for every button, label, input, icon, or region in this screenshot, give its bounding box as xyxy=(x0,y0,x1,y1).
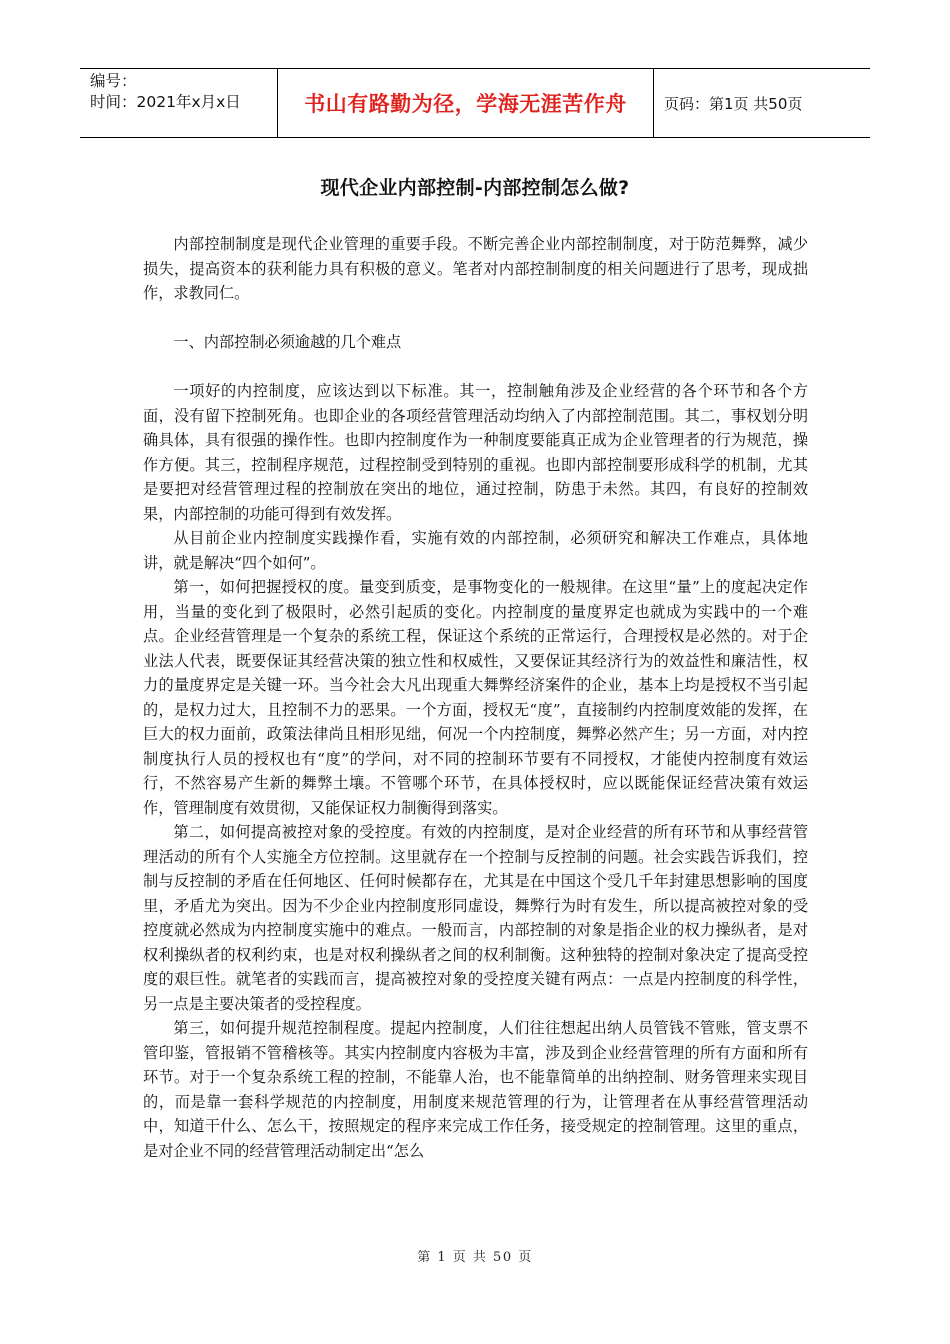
document-body xyxy=(143,232,808,1163)
page-label: 页码：第1页 共50页 xyxy=(664,94,803,113)
section-heading: 一、内部控制必须逾越的几个难点 xyxy=(173,333,402,351)
time-label: 时间：2021年x月x日 xyxy=(90,93,241,111)
number-label: 编号： xyxy=(90,72,137,90)
header-motto-cell xyxy=(278,69,654,137)
paragraph-standards: 一项好的内控制度，应该达到以下标准。其一，控制触角涉及企业经营的各个环节和各个方面，没有留下控制死角。也即企业的各项经营管理活动均纳入了内部控制范围。其二，事权划分明确具体，具有很强的操作性。也即内控制度作为一种制度要能真正成为企业管理者的行为规范，操作方便。其三，控制程序规范，过程控制受到特别的重视。也即内部控制要形成科学的机制，尤其是要把对经营管理过程的控制放在突出的地位，通过控制，防患于未然。其四，有良好的控制效果，内部控制的功能可得到有效发挥。 xyxy=(143,382,808,523)
header-page-cell xyxy=(654,69,870,137)
page-title: 现代企业内部控制-内部控制怎么做? xyxy=(320,177,630,199)
paragraph-second: 第二，如何提高被控对象的受控度。有效的内控制度，是对企业经营的所有环节和从事经营管理活动的所有个人实施全方位控制。这里就存在一个控制与反控制的问题。社会实践告诉我们，控制与反控制的矛盾在任何地区、任何时候都存在，尤其是在中国这个受几千年封建思想影响的国度里，矛盾尤为突出。因为不少企业内控制度形同虚设，舞弊行为时有发生，所以提高被控对象的受控度就必然成为内控制度实施中的难点。一般而言，内部控制的对象是指企业的权力操纵者，是对权利操纵者的权利约束，也是对权利操纵者之间的权利制衡。这种独特的控制对象决定了提高受控度的艰巨性。就笔者的实践而言，提高被控对象的受控度关键有两点：一点是内控制度的科学性，另一点是主要决策者的受控程度。 xyxy=(143,823,808,1013)
header-meta-cell xyxy=(80,69,278,137)
motto-text: 书山有路勤为径，学海无涯苦作舟 xyxy=(304,92,627,116)
paragraph-intro: 内部控制制度是现代企业管理的重要手段。不断完善企业内部控制制度，对于防范舞弊，减少损失，提高资本的获利能力具有积极的意义。笔者对内部控制制度的相关问题进行了思考，现成拙作，求教同仁。 xyxy=(143,235,808,302)
page-footer: 第 1 页 共 50 页 xyxy=(417,1250,533,1265)
paragraph-first: 第一，如何把握授权的度。量变到质变，是事物变化的一般规律。在这里“量”上的度起决定作用，当量的变化到了极限时，必然引起质的变化。内控制度的量度界定也就成为实践中的一个难点。企业经营管理是一个复杂的系统工程，保证这个系统的正常运行，合理授权是必然的。对于企业法人代表，既要保证其经营决策的独立性和权威性，又要保证其经济行为的效益性和廉洁性，权力的量度界定是关键一环。当今社会大凡出现重大舞弊经济案件的企业，基本上均是授权不当引起的，是权力过大，且控制不力的恶果。一个方面，授权无“度”，直接制约内控制度效能的发挥，在巨大的权力面前，政策法律尚且相形见绌，何况一个内控制度，舞弊必然产生；另一方面，对内控制度执行人员的授权也有“度”的学问，对不同的控制环节要有不同授权，才能使内控制度有效运行，不然容易产生新的舞弊土壤。不管哪个环节，在具体授权时，应以既能保证经营决策有效运作，管理制度有效贯彻，又能保证权力制衡得到落实。 xyxy=(143,578,808,817)
paragraph-four-hows: 从目前企业内控制度实践操作看，实施有效的内部控制，必须研究和解决工作难点，具体地讲，就是解决“四个如何”。 xyxy=(143,529,808,572)
document-header xyxy=(80,68,870,138)
paragraph-third: 第三，如何提升规范控制程度。提起内控制度，人们往往想起出纳人员管钱不管账，管支票不管印鉴，管报销不管稽核等。其实内控制度内容极为丰富，涉及到企业经营管理的所有方面和所有环节。对于一个复杂系统工程的控制，不能靠人治，也不能靠简单的出纳控制、财务管理来实现目的，而是靠一套科学规范的内控制度，用制度来规范管理的行为，让管理者在从事经营管理活动中，知道干什么、怎么干，按照规定的程序来完成工作任务，接受规定的控制管理。这里的重点，是对企业不同的经营管理活动制定出“怎么 xyxy=(143,1019,808,1160)
